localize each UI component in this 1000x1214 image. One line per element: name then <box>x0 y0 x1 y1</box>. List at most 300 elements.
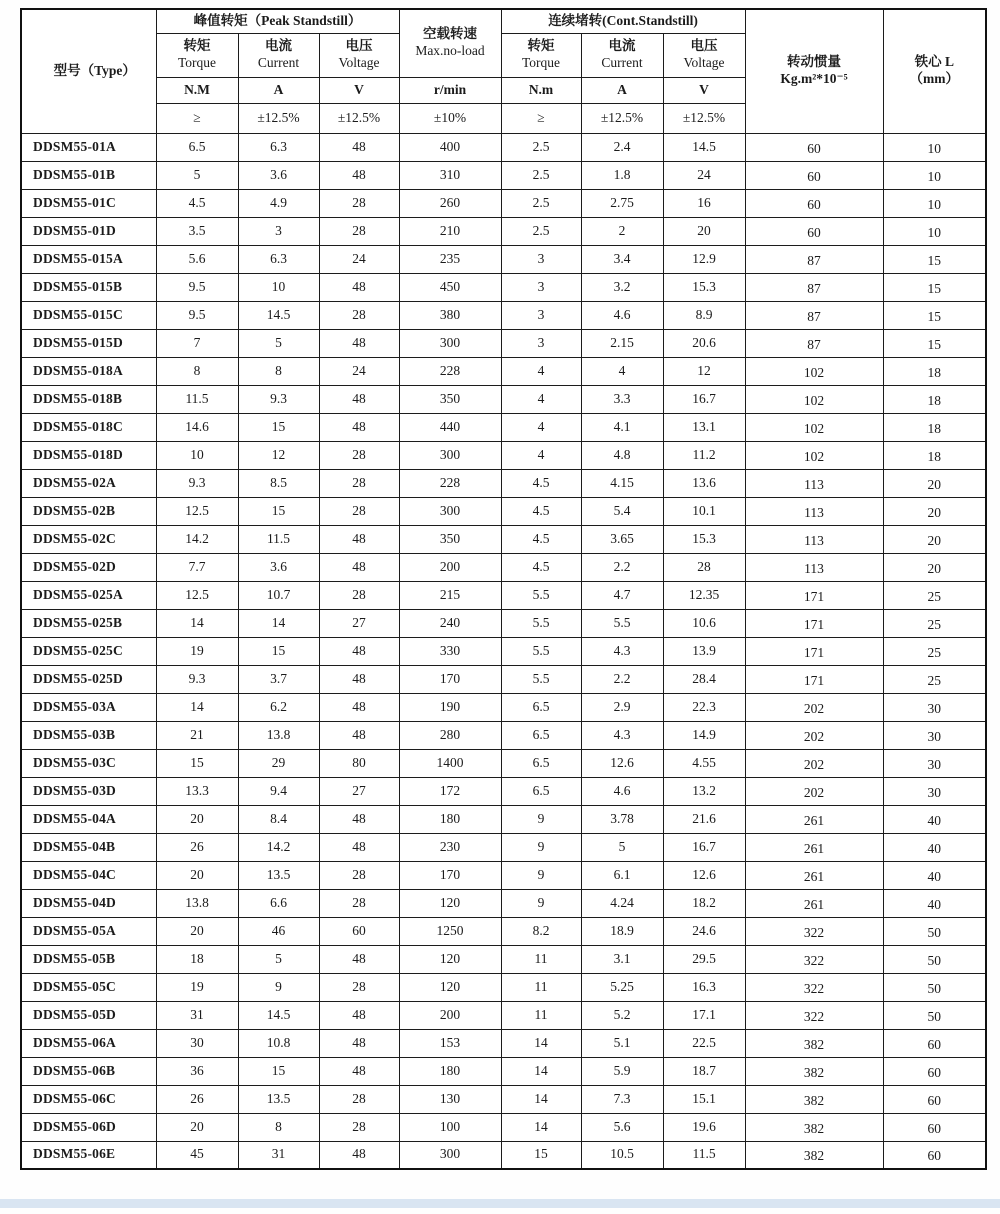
value-cell: 9 <box>501 861 581 889</box>
value-cell: 322 <box>745 945 883 973</box>
value-cell: 48 <box>319 693 399 721</box>
value-cell: 28 <box>319 1113 399 1141</box>
value-cell: 12.6 <box>663 861 745 889</box>
value-cell: 4.5 <box>156 189 238 217</box>
value-cell: 4.15 <box>581 469 663 497</box>
value-cell: 9.3 <box>156 469 238 497</box>
value-cell: 17.1 <box>663 1001 745 1029</box>
value-cell: 18.7 <box>663 1057 745 1085</box>
value-cell: 9.3 <box>156 665 238 693</box>
table-row <box>21 973 986 1001</box>
value-cell: 14 <box>501 1085 581 1113</box>
type-cell: DDSM55-02B <box>21 497 156 525</box>
value-cell: 16.7 <box>663 385 745 413</box>
value-cell: 8 <box>156 357 238 385</box>
value-cell: 12.9 <box>663 245 745 273</box>
value-cell: 13.2 <box>663 777 745 805</box>
type-cell: DDSM55-05A <box>21 917 156 945</box>
value-cell: 15 <box>883 301 986 329</box>
type-cell: DDSM55-06E <box>21 1141 156 1169</box>
value-cell: 400 <box>399 133 501 161</box>
value-cell: 10.1 <box>663 497 745 525</box>
table-row <box>21 441 986 469</box>
value-cell: 300 <box>399 1141 501 1169</box>
value-cell: 15 <box>238 1057 319 1085</box>
value-cell: 330 <box>399 637 501 665</box>
value-cell: 20 <box>883 553 986 581</box>
value-cell: 10.6 <box>663 609 745 637</box>
value-cell: 19 <box>156 637 238 665</box>
value-cell: 440 <box>399 413 501 441</box>
value-cell: 9.3 <box>238 385 319 413</box>
value-cell: 87 <box>745 301 883 329</box>
value-cell: 14 <box>238 609 319 637</box>
value-cell: 24.6 <box>663 917 745 945</box>
value-cell: 14 <box>501 1057 581 1085</box>
value-cell: 3.7 <box>238 665 319 693</box>
value-cell: 8 <box>238 357 319 385</box>
value-cell: 190 <box>399 693 501 721</box>
type-cell: DDSM55-01A <box>21 133 156 161</box>
value-cell: 12.5 <box>156 497 238 525</box>
value-cell: 300 <box>399 329 501 357</box>
value-cell: 9.5 <box>156 301 238 329</box>
value-cell: 3 <box>501 273 581 301</box>
value-cell: 12.35 <box>663 581 745 609</box>
value-cell: 13.8 <box>156 889 238 917</box>
value-cell: 180 <box>399 1057 501 1085</box>
value-cell: 15 <box>238 497 319 525</box>
value-cell: 350 <box>399 525 501 553</box>
table-row <box>21 637 986 665</box>
table-row <box>21 1001 986 1029</box>
table-row <box>21 889 986 917</box>
value-cell: 202 <box>745 693 883 721</box>
value-cell: 11 <box>501 1001 581 1029</box>
value-cell: 380 <box>399 301 501 329</box>
header-peak-group: 峰值转矩（Peak Standstill） <box>156 9 399 33</box>
value-cell: 24 <box>319 245 399 273</box>
value-cell: 1250 <box>399 917 501 945</box>
value-cell: 12.6 <box>581 749 663 777</box>
value-cell: 18 <box>883 357 986 385</box>
value-cell: 14.6 <box>156 413 238 441</box>
value-cell: 28 <box>319 1085 399 1113</box>
value-cell: 6.5 <box>501 749 581 777</box>
value-cell: 4.7 <box>581 581 663 609</box>
table-row <box>21 497 986 525</box>
value-cell: 7.7 <box>156 553 238 581</box>
value-cell: 14 <box>156 693 238 721</box>
value-cell: 4.24 <box>581 889 663 917</box>
value-cell: 48 <box>319 1001 399 1029</box>
value-cell: 19.6 <box>663 1113 745 1141</box>
value-cell: 171 <box>745 665 883 693</box>
value-cell: 14.2 <box>156 525 238 553</box>
table-row <box>21 721 986 749</box>
value-cell: 130 <box>399 1085 501 1113</box>
value-cell: 382 <box>745 1057 883 1085</box>
value-cell: 18 <box>883 413 986 441</box>
value-cell: 5.6 <box>581 1113 663 1141</box>
type-cell: DDSM55-02D <box>21 553 156 581</box>
value-cell: 10 <box>883 161 986 189</box>
value-cell: 18 <box>156 945 238 973</box>
value-cell: 10 <box>883 189 986 217</box>
value-cell: 5.5 <box>501 609 581 637</box>
value-cell: 46 <box>238 917 319 945</box>
value-cell: 28 <box>319 301 399 329</box>
value-cell: 15 <box>501 1141 581 1169</box>
value-cell: 87 <box>745 273 883 301</box>
type-cell: DDSM55-05B <box>21 945 156 973</box>
value-cell: 102 <box>745 385 883 413</box>
table-row <box>21 861 986 889</box>
value-cell: 10.5 <box>581 1141 663 1169</box>
value-cell: 16 <box>663 189 745 217</box>
value-cell: 113 <box>745 525 883 553</box>
value-cell: 29.5 <box>663 945 745 973</box>
table-row <box>21 217 986 245</box>
value-cell: 202 <box>745 721 883 749</box>
value-cell: 202 <box>745 749 883 777</box>
header-noload-cn: 空载转速 <box>423 26 477 42</box>
table-row <box>21 945 986 973</box>
header-core-length <box>883 9 986 133</box>
value-cell: 4 <box>501 385 581 413</box>
value-cell: 4.6 <box>581 777 663 805</box>
value-cell: 48 <box>319 553 399 581</box>
value-cell: 2.5 <box>501 133 581 161</box>
value-cell: 2 <box>581 217 663 245</box>
type-cell: DDSM55-02A <box>21 469 156 497</box>
value-cell: 3 <box>501 329 581 357</box>
value-cell: 3.1 <box>581 945 663 973</box>
header-cont-torque: 转矩 Torque <box>501 33 581 77</box>
value-cell: 15.1 <box>663 1085 745 1113</box>
value-cell: 102 <box>745 413 883 441</box>
value-cell: 7 <box>156 329 238 357</box>
value-cell: 102 <box>745 441 883 469</box>
value-cell: 11 <box>501 945 581 973</box>
value-cell: 171 <box>745 637 883 665</box>
table-header <box>21 9 986 133</box>
value-cell: 48 <box>319 637 399 665</box>
value-cell: 4 <box>501 357 581 385</box>
value-cell: 28 <box>319 861 399 889</box>
value-cell: 5.5 <box>581 609 663 637</box>
value-cell: 28 <box>319 189 399 217</box>
value-cell: 48 <box>319 833 399 861</box>
value-cell: 14 <box>501 1029 581 1057</box>
value-cell: 170 <box>399 861 501 889</box>
value-cell: 10 <box>883 133 986 161</box>
value-cell: 60 <box>745 161 883 189</box>
value-cell: 120 <box>399 889 501 917</box>
value-cell: 40 <box>883 861 986 889</box>
value-cell: 6.1 <box>581 861 663 889</box>
value-cell: 5.1 <box>581 1029 663 1057</box>
type-cell: DDSM55-02C <box>21 525 156 553</box>
type-cell: DDSM55-04A <box>21 805 156 833</box>
value-cell: 3.2 <box>581 273 663 301</box>
type-cell: DDSM55-06A <box>21 1029 156 1057</box>
value-cell: 15 <box>883 329 986 357</box>
value-cell: 11 <box>501 973 581 1001</box>
value-cell: 10 <box>883 217 986 245</box>
value-cell: 113 <box>745 469 883 497</box>
value-cell: 15.3 <box>663 273 745 301</box>
value-cell: 20 <box>156 1113 238 1141</box>
value-cell: 80 <box>319 749 399 777</box>
tol-peak-torque: ≥ <box>156 103 238 133</box>
value-cell: 21 <box>156 721 238 749</box>
value-cell: 350 <box>399 385 501 413</box>
value-cell: 40 <box>883 833 986 861</box>
value-cell: 14.5 <box>238 1001 319 1029</box>
value-cell: 4.55 <box>663 749 745 777</box>
value-cell: 6.5 <box>501 777 581 805</box>
motor-spec-table <box>20 8 987 1170</box>
value-cell: 235 <box>399 245 501 273</box>
type-cell: DDSM55-05D <box>21 1001 156 1029</box>
header-noload <box>399 9 501 77</box>
value-cell: 50 <box>883 917 986 945</box>
type-cell: DDSM55-018A <box>21 357 156 385</box>
value-cell: 14 <box>156 609 238 637</box>
value-cell: 10.8 <box>238 1029 319 1057</box>
type-cell: DDSM55-018D <box>21 441 156 469</box>
value-cell: 5.6 <box>156 245 238 273</box>
value-cell: 15 <box>883 273 986 301</box>
value-cell: 48 <box>319 273 399 301</box>
value-cell: 30 <box>883 777 986 805</box>
table-row <box>21 161 986 189</box>
table-row <box>21 301 986 329</box>
header-core-unit: （mm） <box>909 71 960 87</box>
value-cell: 3 <box>501 245 581 273</box>
type-cell: DDSM55-06C <box>21 1085 156 1113</box>
value-cell: 36 <box>156 1057 238 1085</box>
value-cell: 322 <box>745 1001 883 1029</box>
value-cell: 113 <box>745 497 883 525</box>
value-cell: 6.3 <box>238 245 319 273</box>
value-cell: 30 <box>156 1029 238 1057</box>
value-cell: 20 <box>883 525 986 553</box>
type-cell: DDSM55-04D <box>21 889 156 917</box>
value-cell: 8 <box>238 1113 319 1141</box>
value-cell: 4.3 <box>581 637 663 665</box>
value-cell: 10 <box>156 441 238 469</box>
value-cell: 2.2 <box>581 665 663 693</box>
type-cell: DDSM55-025D <box>21 665 156 693</box>
table-row <box>21 1141 986 1169</box>
value-cell: 87 <box>745 245 883 273</box>
value-cell: 9.4 <box>238 777 319 805</box>
value-cell: 5.5 <box>501 665 581 693</box>
value-cell: 48 <box>319 329 399 357</box>
value-cell: 215 <box>399 581 501 609</box>
value-cell: 3.4 <box>581 245 663 273</box>
table-body <box>21 133 986 1169</box>
value-cell: 60 <box>745 133 883 161</box>
value-cell: 60 <box>883 1085 986 1113</box>
value-cell: 261 <box>745 805 883 833</box>
value-cell: 26 <box>156 833 238 861</box>
value-cell: 48 <box>319 1029 399 1057</box>
value-cell: 29 <box>238 749 319 777</box>
value-cell: 28 <box>319 973 399 1001</box>
value-cell: 210 <box>399 217 501 245</box>
value-cell: 8.5 <box>238 469 319 497</box>
type-cell: DDSM55-01C <box>21 189 156 217</box>
value-cell: 19 <box>156 973 238 1001</box>
table-row <box>21 469 986 497</box>
tol-cont-current: ±12.5% <box>581 103 663 133</box>
value-cell: 26 <box>156 1085 238 1113</box>
value-cell: 48 <box>319 385 399 413</box>
value-cell: 170 <box>399 665 501 693</box>
value-cell: 48 <box>319 161 399 189</box>
value-cell: 2.5 <box>501 217 581 245</box>
value-cell: 120 <box>399 945 501 973</box>
value-cell: 300 <box>399 441 501 469</box>
value-cell: 28.4 <box>663 665 745 693</box>
value-cell: 31 <box>238 1141 319 1169</box>
type-cell: DDSM55-03C <box>21 749 156 777</box>
value-cell: 11.5 <box>663 1141 745 1169</box>
value-cell: 13.5 <box>238 1085 319 1113</box>
value-cell: 322 <box>745 917 883 945</box>
value-cell: 48 <box>319 805 399 833</box>
value-cell: 16.7 <box>663 833 745 861</box>
value-cell: 15.3 <box>663 525 745 553</box>
value-cell: 25 <box>883 581 986 609</box>
type-cell: DDSM55-06B <box>21 1057 156 1085</box>
value-cell: 100 <box>399 1113 501 1141</box>
value-cell: 18.2 <box>663 889 745 917</box>
value-cell: 48 <box>319 133 399 161</box>
type-cell: DDSM55-018C <box>21 413 156 441</box>
value-cell: 14.5 <box>663 133 745 161</box>
table-row <box>21 189 986 217</box>
table-row <box>21 609 986 637</box>
header-peak-current: 电流 Current <box>238 33 319 77</box>
header-inertia <box>745 9 883 133</box>
value-cell: 60 <box>745 217 883 245</box>
value-cell: 6.5 <box>501 721 581 749</box>
value-cell: 11.2 <box>663 441 745 469</box>
value-cell: 27 <box>319 777 399 805</box>
value-cell: 10 <box>238 273 319 301</box>
header-type: 型号（Type） <box>21 9 156 133</box>
unit-peak-current: A <box>238 77 319 103</box>
value-cell: 9.5 <box>156 273 238 301</box>
value-cell: 11.5 <box>156 385 238 413</box>
table-row <box>21 525 986 553</box>
value-cell: 261 <box>745 861 883 889</box>
value-cell: 60 <box>745 189 883 217</box>
type-cell: DDSM55-01D <box>21 217 156 245</box>
unit-cont-current: A <box>581 77 663 103</box>
value-cell: 171 <box>745 609 883 637</box>
type-cell: DDSM55-04C <box>21 861 156 889</box>
value-cell: 310 <box>399 161 501 189</box>
value-cell: 60 <box>883 1029 986 1057</box>
value-cell: 4.1 <box>581 413 663 441</box>
value-cell: 228 <box>399 469 501 497</box>
value-cell: 13.9 <box>663 637 745 665</box>
value-cell: 20 <box>883 469 986 497</box>
value-cell: 14.2 <box>238 833 319 861</box>
value-cell: 48 <box>319 945 399 973</box>
value-cell: 5 <box>238 945 319 973</box>
value-cell: 25 <box>883 665 986 693</box>
value-cell: 13.5 <box>238 861 319 889</box>
table-row <box>21 833 986 861</box>
value-cell: 180 <box>399 805 501 833</box>
value-cell: 48 <box>319 1057 399 1085</box>
type-cell: DDSM55-025A <box>21 581 156 609</box>
type-cell: DDSM55-05C <box>21 973 156 1001</box>
type-cell: DDSM55-015A <box>21 245 156 273</box>
value-cell: 45 <box>156 1141 238 1169</box>
value-cell: 21.6 <box>663 805 745 833</box>
value-cell: 20 <box>663 217 745 245</box>
value-cell: 14.5 <box>238 301 319 329</box>
type-cell: DDSM55-018B <box>21 385 156 413</box>
table-row <box>21 553 986 581</box>
value-cell: 3.6 <box>238 161 319 189</box>
value-cell: 48 <box>319 413 399 441</box>
type-cell: DDSM55-015B <box>21 273 156 301</box>
value-cell: 5.9 <box>581 1057 663 1085</box>
value-cell: 28 <box>319 469 399 497</box>
value-cell: 12 <box>663 357 745 385</box>
table-row <box>21 357 986 385</box>
value-cell: 6.3 <box>238 133 319 161</box>
value-cell: 20 <box>156 861 238 889</box>
value-cell: 2.75 <box>581 189 663 217</box>
value-cell: 382 <box>745 1141 883 1169</box>
type-cell: DDSM55-015D <box>21 329 156 357</box>
table-row <box>21 1057 986 1085</box>
value-cell: 120 <box>399 973 501 1001</box>
value-cell: 31 <box>156 1001 238 1029</box>
value-cell: 18.9 <box>581 917 663 945</box>
type-cell: DDSM55-03B <box>21 721 156 749</box>
table-row <box>21 1085 986 1113</box>
value-cell: 3 <box>501 301 581 329</box>
value-cell: 300 <box>399 497 501 525</box>
value-cell: 382 <box>745 1113 883 1141</box>
value-cell: 13.8 <box>238 721 319 749</box>
value-cell: 3.6 <box>238 553 319 581</box>
value-cell: 20 <box>883 497 986 525</box>
value-cell: 3.65 <box>581 525 663 553</box>
value-cell: 4.9 <box>238 189 319 217</box>
value-cell: 48 <box>319 1141 399 1169</box>
value-cell: 5 <box>581 833 663 861</box>
value-cell: 50 <box>883 1001 986 1029</box>
table-row <box>21 133 986 161</box>
value-cell: 20 <box>156 917 238 945</box>
value-cell: 20.6 <box>663 329 745 357</box>
value-cell: 22.5 <box>663 1029 745 1057</box>
table-row <box>21 1113 986 1141</box>
value-cell: 27 <box>319 609 399 637</box>
tol-peak-current: ±12.5% <box>238 103 319 133</box>
